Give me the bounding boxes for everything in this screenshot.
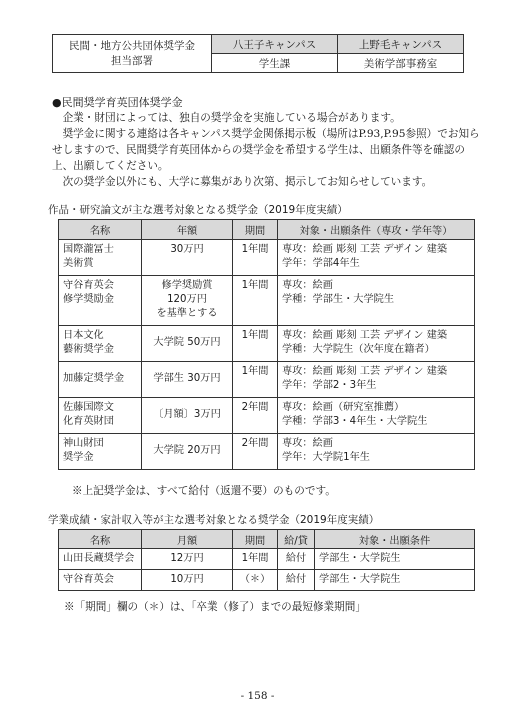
table-row bbox=[59, 362, 475, 398]
table-row bbox=[59, 570, 475, 591]
merit-amount: 10万円 bbox=[142, 570, 233, 591]
award-amount bbox=[142, 398, 233, 434]
contact-table bbox=[52, 34, 464, 73]
award-period: 2年間 bbox=[233, 434, 278, 470]
award-header-amount: 年額 bbox=[142, 220, 233, 240]
award-conditions bbox=[278, 326, 475, 362]
award-name-line: 化育英財団 bbox=[63, 416, 114, 427]
merit-name: 山田長蔵奨学会 bbox=[59, 549, 142, 570]
award-name-line: 奨学金 bbox=[63, 452, 94, 463]
award-condition-line: 専攻：絵画 彫刻 工芸 デザイン 建築 bbox=[282, 366, 448, 377]
paragraph-1: 企業・財団によっては、独自の奨学金を実施している場合があります。 bbox=[62, 112, 401, 124]
award-name bbox=[59, 240, 142, 276]
award-period: 1年間 bbox=[233, 240, 278, 276]
merit-amount: 12万円 bbox=[142, 549, 233, 570]
table-row bbox=[59, 398, 475, 434]
merit-period: 1年間 bbox=[233, 549, 278, 570]
award-name bbox=[59, 276, 142, 326]
award-period: 1年間 bbox=[233, 362, 278, 398]
table-row bbox=[59, 434, 475, 470]
merit-type: 給付 bbox=[278, 570, 315, 591]
award-amount-line: 30万円 bbox=[170, 244, 204, 255]
award-amount-line: 修学奨励賞 bbox=[161, 280, 213, 291]
award-conditions bbox=[278, 276, 475, 326]
award-name-line: 神山財団 bbox=[63, 438, 104, 449]
award-condition-line: 学年：大学院1年生 bbox=[282, 452, 370, 463]
award-condition-line: 専攻：絵画 bbox=[282, 438, 333, 449]
page-number: - 158 - bbox=[240, 690, 275, 702]
award-amount bbox=[142, 362, 233, 398]
kaminoge-office: 美術学部事務室 bbox=[338, 54, 464, 73]
award-period: 1年間 bbox=[233, 276, 278, 326]
merit-conditions: 学部生・大学院生 bbox=[315, 570, 475, 591]
award-amount bbox=[142, 434, 233, 470]
merit-header-conditions: 対象・出願条件 bbox=[315, 530, 475, 549]
award-condition-line: 専攻：絵画 bbox=[282, 280, 333, 291]
award-name-line: 美術賞 bbox=[63, 258, 94, 269]
award-condition-line: 学種：大学院生（次年度在籍者） bbox=[282, 344, 435, 355]
award-conditions bbox=[278, 362, 475, 398]
hachioji-office: 学生課 bbox=[212, 54, 338, 73]
merit-header-amount: 月額 bbox=[142, 530, 233, 549]
merit-header-type: 給/貸 bbox=[278, 530, 315, 549]
section-title: ●民間奨学育英団体奨学金 bbox=[52, 96, 183, 109]
merit-name: 守谷育英会 bbox=[59, 570, 142, 591]
table-row bbox=[59, 326, 475, 362]
award-amount-line: 120万円 bbox=[167, 294, 207, 305]
award-name bbox=[59, 362, 142, 398]
paragraph-2: 奨学金に関する連絡は各キャンパス奨学金関係掲示板（場所はP.93,P.95参照）でお知らせしますので、民間奨学育英団体からの奨学金を希望する学生は、出願条件等を確認の上、出願してください。 bbox=[52, 128, 480, 172]
award-name-line: 藝術奨学金 bbox=[63, 344, 114, 355]
award-name-line: 守谷育英会 bbox=[63, 280, 114, 291]
award-table bbox=[58, 219, 475, 470]
merit-period: （＊） bbox=[233, 570, 278, 591]
award-header-name: 名称 bbox=[59, 220, 142, 240]
hachioji-header: 八王子キャンパス bbox=[212, 35, 338, 54]
award-header-period: 期間 bbox=[233, 220, 278, 240]
award-condition-line: 学種：学部3・4年生・大学院生 bbox=[282, 416, 428, 427]
contact-label-line1: 民間・地方公共団体奨学金 bbox=[69, 39, 195, 52]
table-row bbox=[59, 276, 475, 326]
award-condition-line: 専攻：絵画 彫刻 工芸 デザイン 建築 bbox=[282, 330, 448, 341]
merit-table-title: 学業成績・家計収入等が主な選考対象となる奨学金（2019年度実績） bbox=[48, 514, 380, 526]
award-name-line: 日本文化 bbox=[63, 330, 104, 341]
award-table-title: 作品・研究論文が主な選考対象となる奨学金（2019年度実績） bbox=[48, 204, 348, 216]
merit-header-name: 名称 bbox=[59, 530, 142, 549]
award-amount-line: 学部生 30万円 bbox=[153, 373, 221, 384]
award-amount-line: 大学院 50万円 bbox=[153, 337, 221, 348]
award-header-conditions: 対象・出願条件（専攻・学年等） bbox=[278, 220, 475, 240]
contact-label-cell bbox=[53, 35, 212, 73]
award-conditions bbox=[278, 434, 475, 470]
award-amount-line: 大学院 20万円 bbox=[153, 445, 221, 456]
merit-header-period: 期間 bbox=[233, 530, 278, 549]
award-amount-line: を基準とする bbox=[156, 308, 218, 319]
award-conditions bbox=[278, 240, 475, 276]
table-row bbox=[59, 549, 475, 570]
award-conditions bbox=[278, 398, 475, 434]
award-name-line: 佐藤国際文 bbox=[63, 402, 114, 413]
award-period: 1年間 bbox=[233, 326, 278, 362]
award-table-note: ※上記奨学金は、すべて給付（返還不要）のものです。 bbox=[72, 485, 336, 497]
award-condition-line: 学種：学部生・大学院生 bbox=[282, 294, 395, 305]
merit-conditions: 学部生・大学院生 bbox=[315, 549, 475, 570]
award-amount-line: 〔月額〕3万円 bbox=[153, 409, 221, 420]
award-condition-line: 学年：学部2・3年生 bbox=[282, 380, 377, 391]
merit-table-note: ※「期間」欄の（＊）は、「卒業（修了）までの最短修業期間」 bbox=[64, 601, 366, 613]
merit-table bbox=[58, 529, 475, 591]
award-condition-line: 専攻：絵画 彫刻 工芸 デザイン 建築 bbox=[282, 244, 448, 255]
section-body bbox=[52, 110, 480, 190]
award-name-line: 加藤定奨学金 bbox=[63, 373, 125, 384]
contact-label-line2: 担当部署 bbox=[111, 54, 153, 67]
kaminoge-header: 上野毛キャンパス bbox=[338, 35, 464, 54]
award-amount bbox=[142, 326, 233, 362]
award-condition-line: 学年：学部4年生 bbox=[282, 258, 360, 269]
award-amount bbox=[142, 276, 233, 326]
award-condition-line: 専攻：絵画（研究室推薦） bbox=[282, 402, 405, 413]
award-name-line: 国際瀧冨士 bbox=[63, 244, 114, 255]
table-row bbox=[59, 240, 475, 276]
award-name bbox=[59, 398, 142, 434]
award-name bbox=[59, 434, 142, 470]
merit-type: 給付 bbox=[278, 549, 315, 570]
award-name bbox=[59, 326, 142, 362]
award-name-line: 修学奨励金 bbox=[63, 294, 114, 305]
award-amount bbox=[142, 240, 233, 276]
award-period: 2年間 bbox=[233, 398, 278, 434]
paragraph-3: 次の奨学金以外にも、大学に募集があり次第、掲示してお知らせしています。 bbox=[62, 176, 433, 188]
